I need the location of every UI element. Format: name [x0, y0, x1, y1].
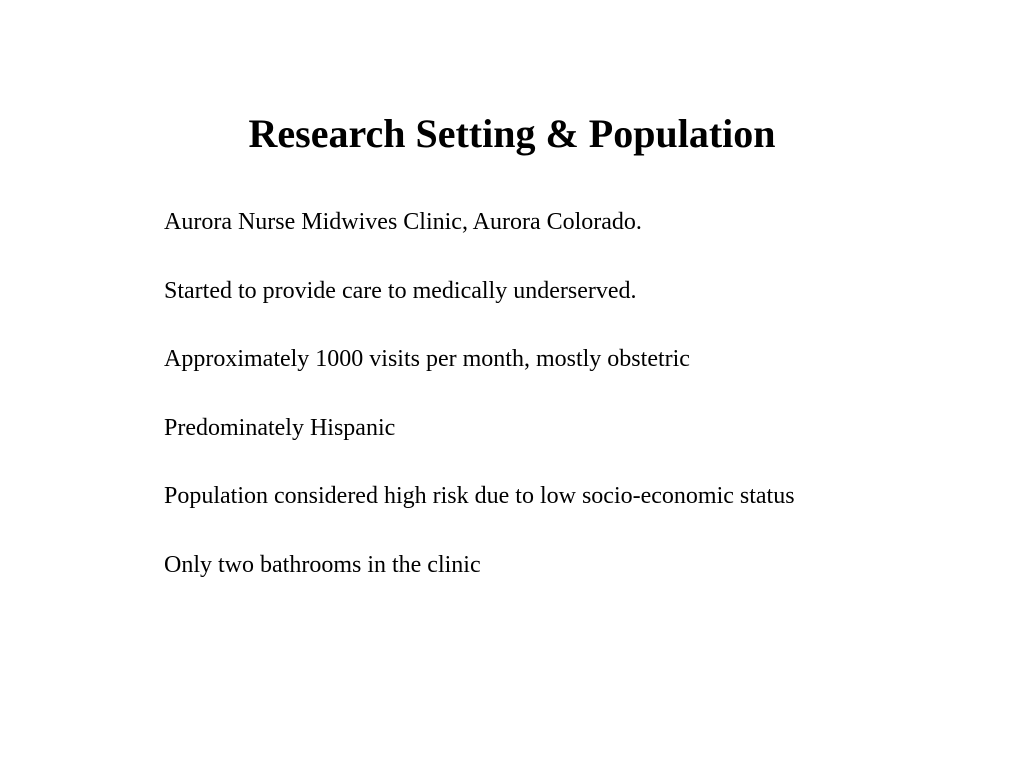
list-item: Only two bathrooms in the clinic: [164, 551, 481, 578]
list-item: Approximately 1000 visits per month, mostly obstetric: [164, 346, 690, 372]
list-item: Aurora Nurse Midwives Clinic, Aurora Colorado.: [164, 209, 642, 235]
slide-title: Research Setting & Population: [248, 111, 776, 156]
list-item: Predominately Hispanic: [164, 414, 396, 441]
list-item: Population considered high risk due to low socio-economic status: [164, 483, 795, 509]
list-item: Started to provide care to medically underserved.: [164, 277, 637, 304]
bullet-list: [164, 205, 1004, 616]
